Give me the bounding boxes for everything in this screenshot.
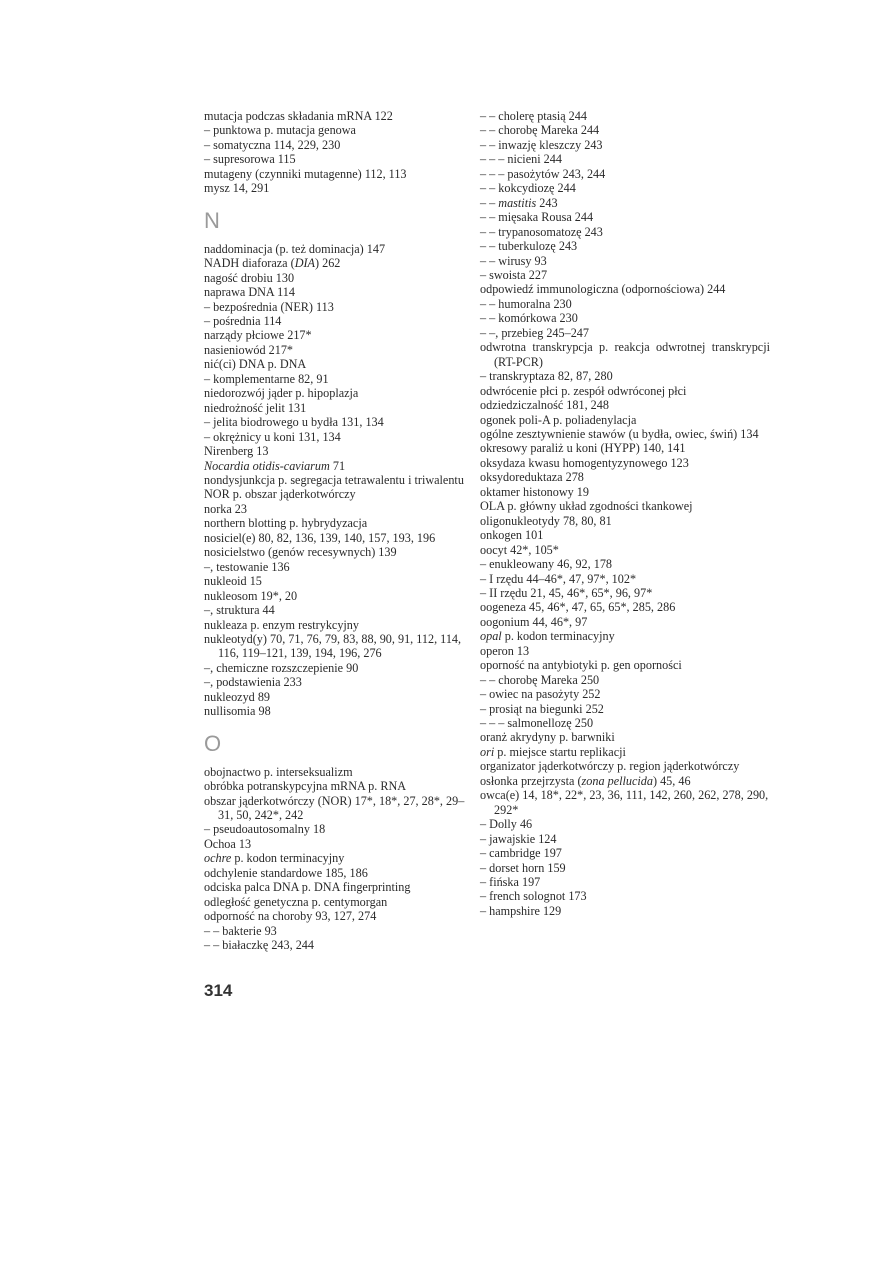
index-entry: obszar jąderkotwórczy (NOR) 17*, 18*, 27, 28*, 29–31, 50, 242*, 242 (204, 793, 465, 823)
index-entry: –, chemiczne rozszczepienie 90 (204, 660, 359, 675)
index-entry: – jelita biodrowego u bydła 131, 134 (204, 415, 384, 430)
index-entry: nagość drobiu 130 (204, 270, 295, 285)
index-entry: odległość genetyczna p. centymorgan (204, 894, 388, 909)
index-entry: nukleozyd 89 (204, 689, 271, 704)
section-letter: O (204, 730, 222, 756)
index-entry: oksydoreduktaza 278 (480, 470, 584, 485)
index-entry: – – tuberkulozę 243 (480, 239, 578, 254)
index-entry: – dorset horn 159 (480, 860, 566, 875)
index-entry: Nirenberg 13 (204, 444, 269, 459)
index-entry: Nocardia otidis-caviarum 71 (204, 458, 346, 473)
index-entry: nullisomia 98 (204, 704, 271, 719)
index-entry: odporność na choroby 93, 127, 274 (204, 909, 377, 924)
index-entry: – jawajskie 124 (480, 831, 557, 846)
index-entry: nukleotyd(y) 70, 71, 76, 79, 83, 88, 90, 91, 112, 114, 116, 119–121, 139, 194, 196, 276 (204, 631, 462, 661)
index-entry: – I rzędu 44–46*, 47, 97*, 102* (480, 571, 637, 586)
page-number: 314 (204, 981, 233, 1000)
index-entry: – – chorobę Mareka 250 (480, 672, 600, 687)
index-entry: oligonukleotydy 78, 80, 81 (480, 513, 612, 528)
index-entry: ogonek poli-A p. poliadenylacja (480, 412, 637, 427)
index-entry: – owiec na pasożyty 252 (480, 687, 601, 702)
index-entry: – pośrednia 114 (204, 313, 282, 328)
index-entry: oogonium 44, 46*, 97 (480, 614, 588, 629)
index-entry: NOR p. obszar jąderkotwórczy (204, 487, 356, 502)
index-entry: odchylenie standardowe 185, 186 (204, 865, 368, 880)
index-entry: nukleosom 19*, 20 (204, 588, 298, 603)
index-entry: – – – pasożytów 243, 244 (480, 166, 606, 181)
index-entry: – cambridge 197 (480, 846, 562, 861)
index-entry: –, struktura 44 (204, 603, 275, 618)
index-column-left (204, 109, 466, 953)
index-entry: mutageny (czynniki mutagenne) 112, 113 (204, 166, 407, 181)
index-entry: okresowy paraliż u koni (HYPP) 140, 141 (480, 441, 686, 456)
index-entry: ogólne zesztywnienie stawów (u bydła, owiec, świń) 134 (480, 426, 759, 441)
index-entry: niedorozwój jąder p. hipoplazja (204, 386, 359, 401)
index-entry: – somatyczna 114, 229, 230 (204, 137, 341, 152)
index-entry: nukleoid 15 (204, 574, 262, 589)
index-entry: – punktowa p. mutacja genowa (204, 123, 356, 138)
index-entry: – – mastitis 243 (480, 195, 558, 210)
index-entry: – – – nicieni 244 (480, 152, 562, 167)
index-entry: obróbka potranskypcyjna mRNA p. RNA (204, 779, 407, 794)
index-entry: – –, przebieg 245–247 (480, 325, 589, 340)
index-entry: organizator jąderkotwórczy p. region jąderkotwórczy (480, 759, 740, 774)
index-entry: odpowiedź immunologiczna (odpornościowa) 244 (480, 282, 726, 297)
index-entry: ori p. miejsce startu replikacji (480, 744, 626, 759)
index-entry: mysz 14, 291 (204, 181, 270, 196)
index-entry: – supresorowa 115 (204, 152, 296, 167)
index-entry: – – chorobę Mareka 244 (480, 123, 600, 138)
index-entry: nondysjunkcja p. segregacja tetrawalentu i triwalentu (204, 472, 464, 487)
index-entry: – – cholerę ptasią 244 (480, 109, 587, 123)
index-entry: Ochoa 13 (204, 836, 252, 851)
index-entry: nosiciel(e) 80, 82, 136, 139, 140, 157, 193, 196 (204, 530, 436, 545)
index-entry: –, podstawienia 233 (204, 675, 302, 690)
index-entry: odwrotna transkrypcja p. reakcja odwrotnej transkrypcji (RT-PCR) (480, 340, 770, 369)
index-entry: oporność na antybiotyki p. gen oporności (480, 658, 682, 673)
index-entry: odciska palca DNA p. DNA fingerprinting (204, 880, 411, 895)
index-entry: – french solognot 173 (480, 889, 587, 904)
index-entry: oktamer histonowy 19 (480, 484, 589, 499)
index-entry: – fińska 197 (480, 875, 541, 890)
index-entry: – komplementarne 82, 91 (204, 371, 329, 386)
index-entry: nosicielstwo (genów recesywnych) 139 (204, 545, 397, 560)
index-entry: oranż akrydyny p. barwniki (480, 730, 615, 745)
index-entry: – Dolly 46 (480, 817, 533, 832)
index-entry: obojnactwo p. interseksualizm (204, 764, 353, 779)
index-entry: – okrężnicy u koni 131, 134 (204, 429, 341, 444)
index-entry: – bezpośrednia (NER) 113 (204, 299, 334, 314)
index-entry: – enukleowany 46, 92, 178 (480, 557, 613, 572)
index-entry: niedrożność jelit 131 (204, 400, 307, 415)
index-entry: – pseudoautosomalny 18 (204, 822, 326, 837)
index-entry: oocyt 42*, 105* (480, 542, 559, 557)
index-entry: naddominacja (p. też dominacja) 147 (204, 241, 386, 256)
index-entry: nasieniowód 217* (204, 342, 294, 357)
index-entry: – – kokcydiozę 244 (480, 181, 576, 196)
index-entry: owca(e) 14, 18*, 22*, 23, 36, 111, 142, 260, 262, 278, 290, 292* (480, 788, 769, 817)
section-letter: N (204, 207, 220, 233)
index-entry: naprawa DNA 114 (204, 285, 295, 300)
index-entry: – – humoralna 230 (480, 296, 572, 311)
index-entry: – – mięsaka Rousa 244 (480, 210, 594, 225)
index-entry: – – komórkowa 230 (480, 311, 578, 326)
index-entry: ochre p. kodon terminacyjny (204, 851, 345, 866)
index-column-right (480, 109, 770, 918)
index-entry: odwrócenie płci p. zespół odwróconej płci (480, 383, 687, 398)
index-entry: – – inwazję kleszczy 243 (480, 137, 603, 152)
index-entry: nukleaza p. enzym restrykcyjny (204, 617, 359, 632)
index-entry: – – – salmonellozę 250 (480, 716, 594, 731)
index-entry: narządy płciowe 217* (204, 328, 312, 343)
index-entry: – swoista 227 (480, 267, 548, 282)
index-entry: opal p. kodon terminacyjny (480, 629, 615, 644)
index-entry: –, testowanie 136 (204, 559, 290, 574)
index-entry: NADH diaforaza (DIA) 262 (204, 256, 341, 271)
index-entry: – hampshire 129 (480, 903, 562, 918)
index-entry: oogeneza 45, 46*, 47, 65, 65*, 285, 286 (480, 600, 676, 615)
index-entry: – – białaczkę 243, 244 (204, 938, 314, 953)
index-entry: – prosiąt na biegunki 252 (480, 701, 604, 716)
index-entry: – II rzędu 21, 45, 46*, 65*, 96, 97* (480, 585, 653, 600)
index-entry: onkogen 101 (480, 528, 544, 543)
index-entry: – transkryptaza 82, 87, 280 (480, 369, 613, 384)
index-entry: OLA p. główny układ zgodności tkankowej (480, 499, 693, 514)
index-entry: osłonka przejrzysta (zona pellucida) 45, 46 (480, 773, 691, 788)
index-entry: operon 13 (480, 643, 530, 658)
index-entry: oksydaza kwasu homogentyzynowego 123 (480, 455, 689, 470)
index-entry: odziedziczalność 181, 248 (480, 398, 609, 413)
index-entry: – – trypanosomatozę 243 (480, 224, 603, 239)
index-entry: nić(ci) DNA p. DNA (204, 357, 307, 372)
index-entry: norka 23 (204, 501, 247, 516)
index-entry: – – wirusy 93 (480, 253, 547, 268)
index-entry: northern blotting p. hybrydyzacja (204, 516, 368, 531)
index-entry: mutacja podczas składania mRNA 122 (204, 109, 393, 123)
index-entry: – – bakterie 93 (204, 923, 277, 938)
